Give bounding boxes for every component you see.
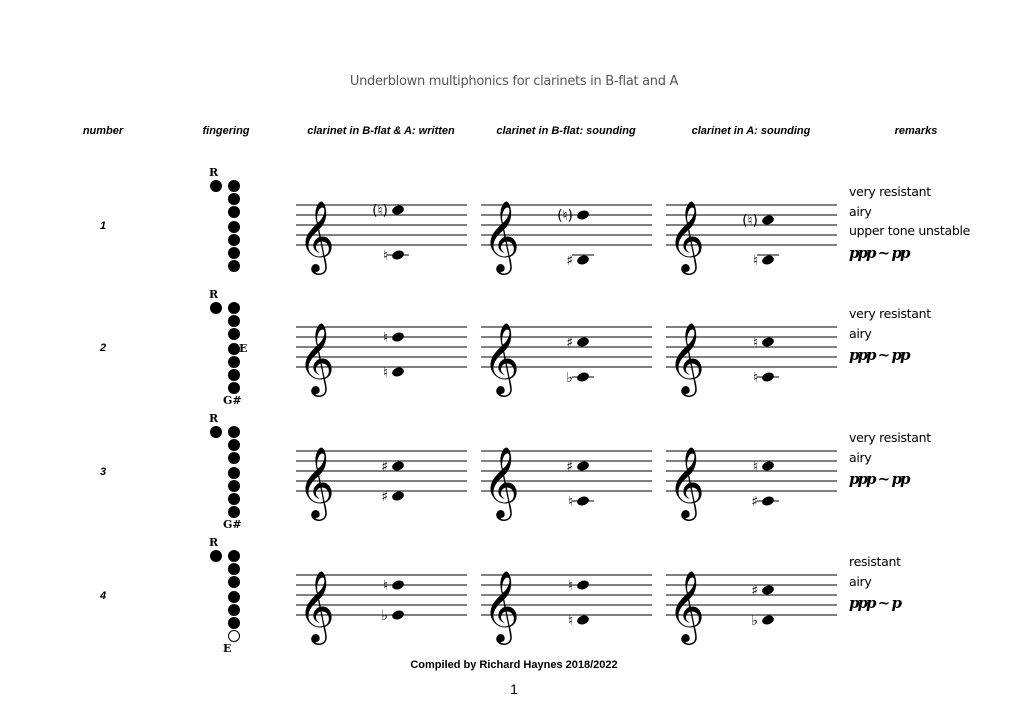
note-head bbox=[576, 495, 590, 507]
treble-clef: 𝄞 bbox=[668, 569, 705, 642]
treble-clef: 𝄞 bbox=[298, 445, 335, 518]
note-head bbox=[761, 584, 775, 596]
accidental: ♯ bbox=[566, 459, 573, 475]
note-head bbox=[761, 460, 775, 472]
music-staff bbox=[481, 307, 652, 407]
note-head bbox=[761, 254, 775, 266]
closed-hole bbox=[228, 315, 240, 327]
note-head bbox=[391, 490, 405, 502]
accidental: ♯ bbox=[751, 583, 758, 599]
note-head bbox=[391, 204, 405, 216]
row-number: 3 bbox=[99, 466, 107, 478]
treble-clef: 𝄞 bbox=[483, 569, 520, 642]
note-head bbox=[761, 495, 775, 507]
accidental: ♯ bbox=[381, 489, 388, 505]
register-key-label: R bbox=[209, 166, 219, 179]
remark-line: upper tone unstable bbox=[849, 223, 971, 238]
accidental: ♮ bbox=[752, 459, 758, 475]
accidental: ♮ bbox=[752, 370, 758, 386]
closed-hole bbox=[228, 452, 240, 464]
closed-hole bbox=[228, 328, 240, 340]
bottom-key-label: G# bbox=[223, 518, 242, 531]
closed-hole bbox=[228, 206, 240, 218]
remarks-cell bbox=[849, 182, 970, 265]
note-head bbox=[391, 609, 405, 621]
accidental: ♭ bbox=[381, 608, 388, 624]
accidental: ♭ bbox=[566, 370, 573, 386]
music-staff bbox=[296, 307, 467, 407]
register-key-label: R bbox=[209, 412, 219, 425]
closed-hole bbox=[228, 493, 240, 505]
fingering-diagram bbox=[205, 288, 265, 408]
remark-line: very resistant bbox=[849, 306, 931, 321]
music-staff bbox=[666, 307, 837, 407]
accidental: ♮ bbox=[382, 365, 388, 381]
header-number: number bbox=[82, 125, 124, 137]
open-hole bbox=[228, 630, 240, 642]
accidental: ♯ bbox=[566, 253, 573, 269]
music-staff bbox=[296, 185, 467, 285]
remark-line: very resistant bbox=[849, 184, 931, 199]
page-title: Underblown multiphonics for clarinets in B-flat and A bbox=[349, 74, 679, 89]
header-bflat-sounding: clarinet in B-flat: sounding bbox=[496, 125, 636, 137]
note-head bbox=[576, 579, 590, 591]
accidental: ♯ bbox=[751, 494, 758, 510]
closed-hole bbox=[228, 180, 240, 192]
music-staff bbox=[666, 431, 837, 531]
closed-hole bbox=[228, 506, 240, 518]
accidental: ♮ bbox=[382, 248, 388, 264]
closed-hole bbox=[228, 467, 240, 479]
dynamics-marking: ppp ~ pp bbox=[849, 470, 909, 488]
note-head bbox=[761, 336, 775, 348]
remark-line: airy bbox=[849, 573, 872, 589]
note-head bbox=[576, 614, 590, 626]
closed-hole bbox=[228, 617, 240, 629]
music-staff bbox=[481, 185, 652, 285]
closed-hole bbox=[228, 480, 240, 492]
treble-clef: 𝄞 bbox=[483, 445, 520, 518]
row-number: 4 bbox=[99, 590, 107, 602]
accidental: ♮ bbox=[382, 578, 388, 594]
dynamics-marking: ppp ~ pp bbox=[849, 346, 909, 364]
treble-clef: 𝄞 bbox=[483, 321, 520, 394]
closed-hole bbox=[228, 591, 240, 603]
header-remarks: remarks bbox=[894, 125, 938, 137]
treble-clef: 𝄞 bbox=[668, 199, 705, 272]
thumb-hole bbox=[210, 550, 222, 562]
note-head bbox=[576, 460, 590, 472]
note-head bbox=[576, 371, 590, 383]
closed-hole bbox=[228, 439, 240, 451]
remark-line: airy bbox=[849, 325, 872, 341]
page-number: 1 bbox=[510, 681, 518, 697]
header-fingering: fingering bbox=[202, 125, 250, 137]
remark-line: airy bbox=[849, 449, 872, 465]
note-head bbox=[391, 366, 405, 378]
dynamics-marking: ppp ~ p bbox=[849, 594, 900, 612]
accidental: ♭ bbox=[751, 613, 758, 629]
music-staff bbox=[666, 185, 837, 285]
remarks-cell bbox=[849, 428, 931, 491]
note-head bbox=[761, 371, 775, 383]
compiler-credit: Compiled by Richard Haynes 2018/2022 bbox=[410, 659, 618, 671]
accidental: ♮ bbox=[567, 613, 573, 629]
music-staff bbox=[481, 431, 652, 531]
thumb-hole bbox=[210, 426, 222, 438]
closed-hole bbox=[228, 221, 240, 233]
note-head bbox=[391, 249, 405, 261]
treble-clef: 𝄞 bbox=[668, 321, 705, 394]
accidental: ♮ bbox=[382, 330, 388, 346]
note-head bbox=[576, 254, 590, 266]
treble-clef: 𝄞 bbox=[298, 569, 335, 642]
note-head bbox=[761, 614, 775, 626]
accidental: ♯ bbox=[381, 459, 388, 475]
closed-hole bbox=[228, 426, 240, 438]
accidental: ♮ bbox=[567, 578, 573, 594]
remarks-cell bbox=[849, 304, 931, 367]
closed-hole bbox=[228, 550, 240, 562]
thumb-hole bbox=[210, 302, 222, 314]
closed-hole bbox=[228, 247, 240, 259]
accidental: (♮) bbox=[372, 203, 388, 219]
register-key-label: R bbox=[209, 288, 219, 301]
remark-line: airy bbox=[849, 203, 872, 219]
closed-hole bbox=[228, 604, 240, 616]
note-head bbox=[391, 460, 405, 472]
treble-clef: 𝄞 bbox=[298, 199, 335, 272]
closed-hole bbox=[228, 260, 240, 272]
accidental: ♮ bbox=[567, 494, 573, 510]
fingering-diagram bbox=[205, 166, 265, 286]
thumb-hole bbox=[210, 180, 222, 192]
note-head bbox=[391, 579, 405, 591]
music-staff bbox=[481, 555, 652, 655]
accidental: ♮ bbox=[752, 335, 758, 351]
note-head bbox=[391, 331, 405, 343]
closed-hole bbox=[228, 234, 240, 246]
treble-clef: 𝄞 bbox=[298, 321, 335, 394]
note-head bbox=[761, 214, 775, 226]
accidental: ♯ bbox=[566, 335, 573, 351]
bottom-key-label: G# bbox=[223, 394, 242, 407]
closed-hole bbox=[228, 356, 240, 368]
row-number: 1 bbox=[99, 220, 107, 232]
closed-hole bbox=[228, 369, 240, 381]
treble-clef: 𝄞 bbox=[483, 199, 520, 272]
note-head bbox=[576, 336, 590, 348]
fingering-diagram bbox=[205, 412, 265, 532]
dynamics-marking: ppp ~ pp bbox=[849, 243, 909, 262]
row-number: 2 bbox=[99, 342, 107, 354]
treble-clef: 𝄞 bbox=[668, 445, 705, 518]
header-written: clarinet in B-flat & A: written bbox=[307, 125, 455, 137]
bottom-key-label: E bbox=[223, 642, 232, 655]
closed-hole bbox=[228, 576, 240, 588]
accidental: ♮ bbox=[752, 253, 758, 269]
music-staff bbox=[666, 555, 837, 655]
closed-hole bbox=[228, 382, 240, 394]
closed-hole bbox=[228, 302, 240, 314]
remark-line: very resistant bbox=[849, 430, 931, 445]
side-key-label: E bbox=[239, 342, 248, 355]
music-staff bbox=[296, 431, 467, 531]
accidental: (♮) bbox=[742, 213, 758, 229]
music-staff bbox=[296, 555, 467, 655]
accidental: (♮) bbox=[557, 208, 573, 224]
header-a-sounding: clarinet in A: sounding bbox=[691, 125, 811, 137]
closed-hole bbox=[228, 563, 240, 575]
register-key-label: R bbox=[209, 536, 219, 549]
closed-hole bbox=[228, 193, 240, 205]
remarks-cell bbox=[849, 552, 901, 615]
remark-line: resistant bbox=[849, 554, 901, 569]
fingering-diagram bbox=[205, 536, 265, 656]
note-head bbox=[576, 209, 590, 221]
